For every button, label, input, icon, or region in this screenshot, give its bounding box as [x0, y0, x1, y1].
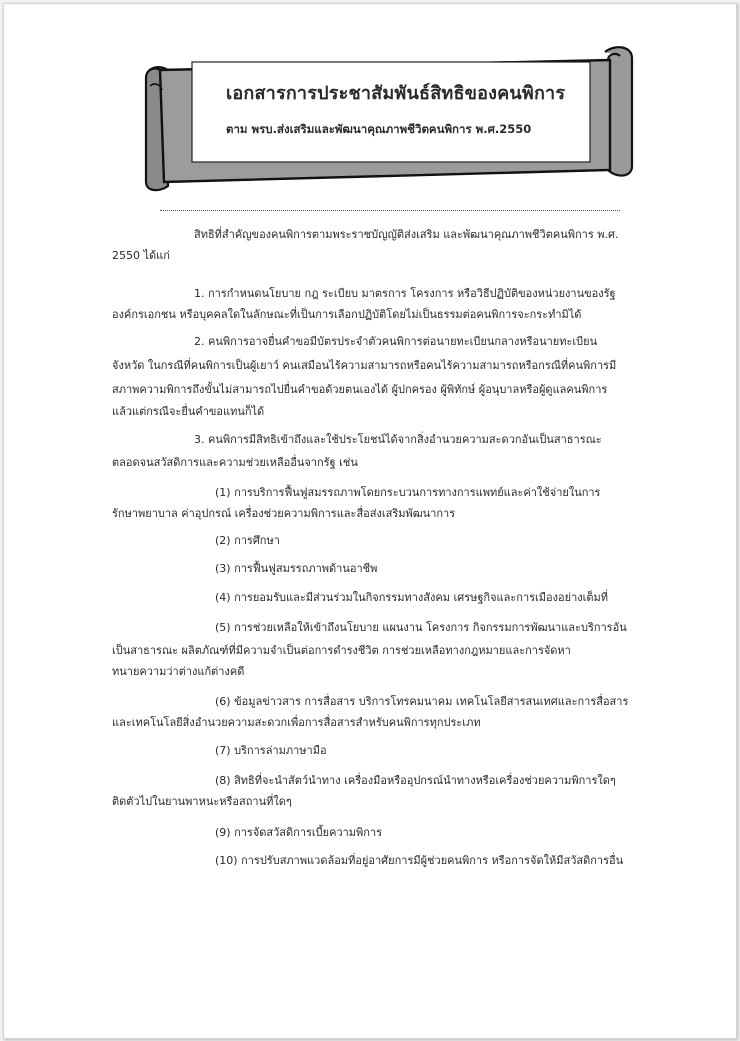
- paragraph-line: แล้วแต่กรณีจะยื่นคำขอแทนก็ได้: [112, 405, 265, 418]
- paragraph-line: 1. การกำหนดนโยบาย กฎ ระเบียบ มาตรการ โครงการ หรือวิธีปฏิบัติของหน่วยงานของรัฐ: [194, 287, 616, 300]
- dotted-divider: [160, 210, 620, 211]
- document-subtitle: ตาม พรบ.ส่งเสริมและพัฒนาคุณภาพชีวิตคนพิการ พ.ศ.2550: [226, 122, 532, 136]
- paragraph-line: ทนายความว่าต่างแก้ต่างคดี: [112, 665, 245, 678]
- paragraph-line: 2. คนพิการอาจยื่นคำขอมีบัตรประจำตัวคนพิการต่อนายทะเบียนกลางหรือนายทะเบียน: [194, 335, 598, 348]
- paragraph-line: สภาพความพิการถึงขั้นไม่สามารถไปยื่นคำขอด้วยตนเองได้ ผู้ปกครอง ผู้พิทักษ์ ผู้อนุบาลหรือผู้ดูแลคนพิการ: [112, 383, 608, 396]
- paragraph-line: และเทคโนโลยีสิ่งอำนวยความสะดวกเพื่อการสื่อสารสำหรับคนพิการทุกประเภท: [112, 716, 481, 729]
- paragraph-line: 2550 ได้แก่: [112, 249, 170, 262]
- paragraph-line: ติดตัวไปในยานพาหนะหรือสถานที่ใดๆ: [112, 795, 292, 808]
- document-title: เอกสารการประชาสัมพันธ์สิทธิของคนพิการ: [226, 83, 566, 104]
- paragraph-line: (5) การช่วยเหลือให้เข้าถึงนโยบาย แผนงาน โครงการ กิจกรรมการพัฒนาและบริการอัน: [215, 621, 627, 634]
- paragraph-line: (8) สิทธิที่จะนำสัตว์นำทาง เครื่องมือหรืออุปกรณ์นำทางหรือเครื่องช่วยความพิการใดๆ: [215, 774, 616, 787]
- paragraph-line: (2) การศึกษา: [215, 534, 280, 547]
- paragraph-line: (3) การฟื้นฟูสมรรถภาพด้านอาชีพ: [215, 562, 378, 575]
- paragraph-line: (10) การปรับสภาพแวดล้อมที่อยู่อาศัยการมีผู้ช่วยคนพิการ หรือการจัดให้มีสวัสดิการอื่น: [215, 854, 624, 867]
- paragraph-line: องค์กรเอกชน หรือบุคคลใดในลักษณะที่เป็นการเลือกปฏิบัติโดยไม่เป็นธรรมต่อคนพิการจะกระทำมิได้: [112, 308, 582, 321]
- paragraph-line: (1) การบริการฟื้นฟูสมรรถภาพโดยกระบวนการทางการแพทย์และค่าใช้จ่ายในการ: [215, 486, 601, 499]
- paragraph-line: สิทธิที่สำคัญของคนพิการตามพระราชบัญญัติส่งเสริม และพัฒนาคุณภาพชีวิตคนพิการ พ.ศ.: [194, 228, 619, 241]
- paragraph-line: (6) ข้อมูลข่าวสาร การสื่อสาร บริการโทรคมนาคม เทคโนโลยีสารสนเทศและการสื่อสาร: [215, 695, 629, 708]
- paragraph-line: (9) การจัดสวัสดิการเบี้ยความพิการ: [215, 826, 383, 839]
- paragraph-line: เป็นสาธารณะ ผลิตภัณฑ์ที่มีความจำเป็นต่อการดำรงชีวิต การช่วยเหลือทางกฎหมายและการจัดหา: [112, 644, 571, 657]
- paragraph-line: รักษาพยาบาล ค่าอุปกรณ์ เครื่องช่วยความพิการและสื่อส่งเสริมพัฒนาการ: [112, 507, 456, 520]
- paragraph-line: (7) บริการล่ามภาษามือ: [215, 744, 327, 757]
- paragraph-line: จังหวัด ในกรณีที่คนพิการเป็นผู้เยาว์ คนเสมือนไร้ความสามารถหรือคนไร้ความสามารถหรือกรณีที่คนพิการมี: [112, 359, 617, 372]
- paragraph-line: (4) การยอมรับและมีส่วนร่วมในกิจกรรมทางสังคม เศรษฐกิจและการเมืองอย่างเต็มที่: [215, 591, 609, 604]
- paragraph-line: ตลอดจนสวัสดิการและความช่วยเหลืออื่นจากรัฐ เช่น: [112, 456, 358, 469]
- paragraph-line: 3. คนพิการมีสิทธิเข้าถึงและใช้ประโยชน์ได้จากสิ่งอำนวยความสะดวกอันเป็นสาธารณะ: [194, 433, 602, 446]
- scroll-banner: [140, 42, 640, 192]
